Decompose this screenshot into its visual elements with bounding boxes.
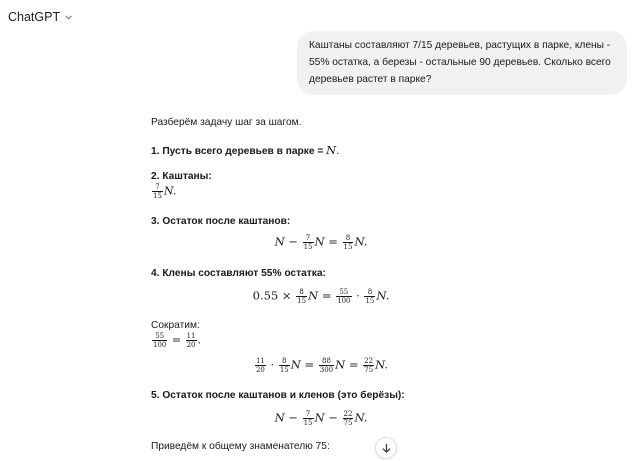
user-message-text: Каштаны составляют 7/15 деревьев, растущих в парке, клены - 55% остатка, а березы - остальные 90 деревьев. Сколько всего деревьев растет в парке? xyxy=(309,40,611,85)
step-6-partial: Приведём к общему знаменателю 75: xyxy=(151,441,330,452)
step-2-var: N. xyxy=(163,184,177,198)
model-name: ChatGPT xyxy=(8,10,61,24)
step-2-formula xyxy=(151,183,176,200)
arrow-down-icon xyxy=(381,443,392,454)
chevron-down-icon xyxy=(64,13,73,22)
app-header xyxy=(0,0,640,34)
step-2-heading: 2. Каштаны: xyxy=(151,171,212,182)
equation-3: N − $\frac{7}{15}$ N = $\frac{8}{15}$ N. xyxy=(274,234,368,251)
answer-intro: Разберём задачу шаг за шагом. xyxy=(151,117,302,128)
simplify-equation: $\frac{55}{100}$ = $\frac{11}{20}$ . xyxy=(153,332,202,349)
equation-5: $\frac{11}{20}$ · $\frac{8}{15}$ N = $\frac{88}{300}$ N = $\frac{22}{75}$ N. xyxy=(255,357,389,374)
step-3-heading: 3. Остаток после каштанов: xyxy=(151,216,291,227)
equation-6: N − $\frac{7}{15}$ N − $\frac{22}{75}$ N. xyxy=(274,410,368,427)
step-1-text: 1. Пусть всего деревьев в парке = xyxy=(151,146,324,157)
simplify-label: Сократим: xyxy=(151,320,200,331)
step-1-var: N xyxy=(326,143,337,157)
fraction: $\frac{7}{15}$ xyxy=(153,183,162,200)
step-4-heading: 4. Клены составляют 55% остатка: xyxy=(151,268,326,279)
step-1 xyxy=(151,143,339,157)
step-1-end: . xyxy=(336,146,340,157)
step-5-heading: 5. Остаток после каштанов и кленов (это берёзы): xyxy=(151,390,405,401)
user-message-bubble xyxy=(297,31,627,95)
equation-4: 0.55 × $\frac{8}{15}$ N = $\frac{55}{100}$ · $\frac{8}{15}$ N. xyxy=(252,288,390,305)
model-switcher[interactable] xyxy=(8,10,73,24)
scroll-to-bottom-button[interactable] xyxy=(375,437,397,459)
